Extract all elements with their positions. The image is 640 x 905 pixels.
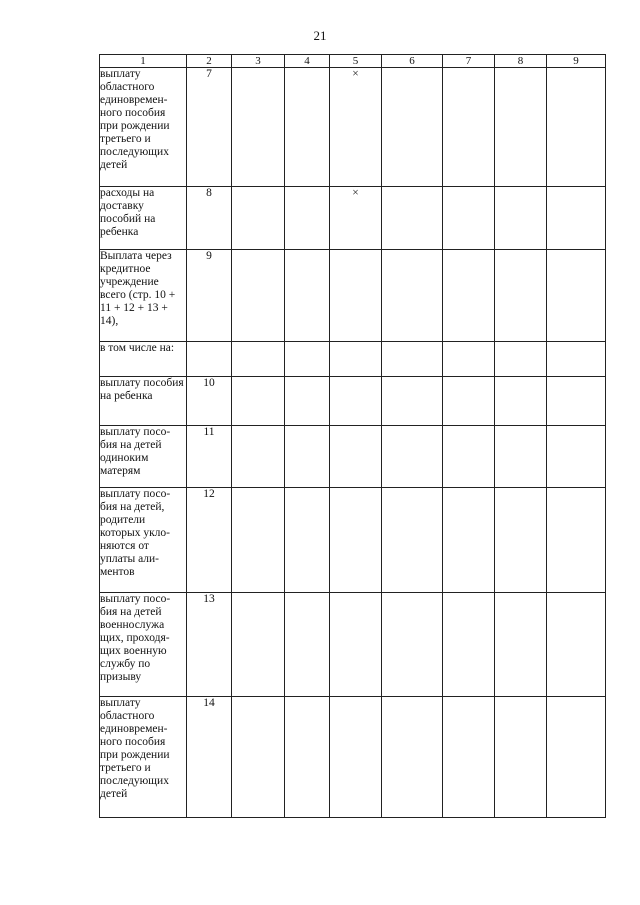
value-cell-col-3 <box>232 377 285 426</box>
row-line-number-cell: 10 <box>187 377 232 426</box>
row-name-cell: выплату областного единовремен-ного пособия при рождении третьего и последующих детей <box>100 697 187 818</box>
value-cell-col-7 <box>443 68 495 187</box>
report-table <box>99 54 606 818</box>
row-line-number-cell: 12 <box>187 488 232 593</box>
value-cell-col-5: × <box>330 68 382 187</box>
value-cell-col-3 <box>232 68 285 187</box>
value-cell-col-3 <box>232 342 285 377</box>
value-cell-col-7 <box>443 250 495 342</box>
table-row <box>100 488 606 593</box>
value-cell-col-5 <box>330 488 382 593</box>
col-header-9: 9 <box>547 55 606 68</box>
row-line-number-cell: 7 <box>187 68 232 187</box>
value-cell-col-4 <box>285 593 330 697</box>
value-cell-col-7 <box>443 697 495 818</box>
value-cell-col-9 <box>547 68 606 187</box>
value-cell-col-9 <box>547 593 606 697</box>
row-name-cell: выплату посо-бия на детей военнослужа щих, проходя-щих военную службу по призыву <box>100 593 187 697</box>
value-cell-col-6 <box>382 488 443 593</box>
value-cell-col-5 <box>330 426 382 488</box>
value-cell-col-8 <box>495 593 547 697</box>
value-cell-col-8 <box>495 488 547 593</box>
value-cell-col-3 <box>232 697 285 818</box>
value-cell-col-5 <box>330 250 382 342</box>
col-header-1: 1 <box>100 55 187 68</box>
row-name-cell: выплату посо-бия на детей одиноким матерям <box>100 426 187 488</box>
value-cell-col-4 <box>285 342 330 377</box>
col-header-4: 4 <box>285 55 330 68</box>
value-cell-col-8 <box>495 187 547 250</box>
value-cell-col-7 <box>443 187 495 250</box>
table-row <box>100 68 606 187</box>
value-cell-col-8 <box>495 342 547 377</box>
table-row <box>100 377 606 426</box>
value-cell-col-3 <box>232 426 285 488</box>
table-row <box>100 426 606 488</box>
value-cell-col-8 <box>495 697 547 818</box>
table-row <box>100 697 606 818</box>
table-row <box>100 187 606 250</box>
value-cell-col-6 <box>382 593 443 697</box>
table-row <box>100 250 606 342</box>
row-line-number-cell: 8 <box>187 187 232 250</box>
value-cell-col-4 <box>285 187 330 250</box>
value-cell-col-4 <box>285 488 330 593</box>
value-cell-col-9 <box>547 187 606 250</box>
row-name-cell: выплату областного единовремен-ного пособия при рождении третьего и последующих детей <box>100 68 187 187</box>
row-line-number-cell: 11 <box>187 426 232 488</box>
value-cell-col-5 <box>330 377 382 426</box>
row-name-cell: выплату пособия на ребенка <box>100 377 187 426</box>
value-cell-col-9 <box>547 426 606 488</box>
table-row <box>100 342 606 377</box>
value-cell-col-4 <box>285 250 330 342</box>
value-cell-col-6 <box>382 68 443 187</box>
col-header-7: 7 <box>443 55 495 68</box>
row-name-cell: Выплата через кредитное учреждение всего (стр. 10 + 11 + 12 + 13 + 14), <box>100 250 187 342</box>
row-name-cell: в том числе на: <box>100 342 187 377</box>
value-cell-col-6 <box>382 187 443 250</box>
value-cell-col-8 <box>495 250 547 342</box>
row-line-number-cell: 14 <box>187 697 232 818</box>
value-cell-col-3 <box>232 250 285 342</box>
value-cell-col-9 <box>547 488 606 593</box>
table-body <box>100 68 606 818</box>
value-cell-col-5 <box>330 697 382 818</box>
value-cell-col-4 <box>285 68 330 187</box>
value-cell-col-8 <box>495 377 547 426</box>
col-header-3: 3 <box>232 55 285 68</box>
col-header-5: 5 <box>330 55 382 68</box>
value-cell-col-3 <box>232 488 285 593</box>
col-header-8: 8 <box>495 55 547 68</box>
col-header-6: 6 <box>382 55 443 68</box>
table-row <box>100 593 606 697</box>
value-cell-col-8 <box>495 426 547 488</box>
value-cell-col-4 <box>285 377 330 426</box>
value-cell-col-4 <box>285 426 330 488</box>
value-cell-col-9 <box>547 250 606 342</box>
row-line-number-cell: 9 <box>187 250 232 342</box>
value-cell-col-6 <box>382 426 443 488</box>
value-cell-col-6 <box>382 342 443 377</box>
row-line-number-cell <box>187 342 232 377</box>
value-cell-col-7 <box>443 593 495 697</box>
value-cell-col-8 <box>495 68 547 187</box>
value-cell-col-9 <box>547 697 606 818</box>
value-cell-col-7 <box>443 488 495 593</box>
row-line-number-cell: 13 <box>187 593 232 697</box>
value-cell-col-6 <box>382 697 443 818</box>
col-header-2: 2 <box>187 55 232 68</box>
value-cell-col-7 <box>443 342 495 377</box>
page-number: 21 <box>313 28 327 43</box>
value-cell-col-6 <box>382 377 443 426</box>
value-cell-col-6 <box>382 250 443 342</box>
value-cell-col-9 <box>547 377 606 426</box>
value-cell-col-7 <box>443 426 495 488</box>
value-cell-col-7 <box>443 377 495 426</box>
value-cell-col-3 <box>232 187 285 250</box>
header-row <box>100 55 606 68</box>
value-cell-col-9 <box>547 342 606 377</box>
value-cell-col-3 <box>232 593 285 697</box>
row-name-cell: выплату посо-бия на детей, родители которых укло-няются от уплаты али-ментов <box>100 488 187 593</box>
value-cell-col-5: × <box>330 187 382 250</box>
row-name-cell: расходы на доставку пособий на ребенка <box>100 187 187 250</box>
value-cell-col-5 <box>330 342 382 377</box>
value-cell-col-4 <box>285 697 330 818</box>
value-cell-col-5 <box>330 593 382 697</box>
